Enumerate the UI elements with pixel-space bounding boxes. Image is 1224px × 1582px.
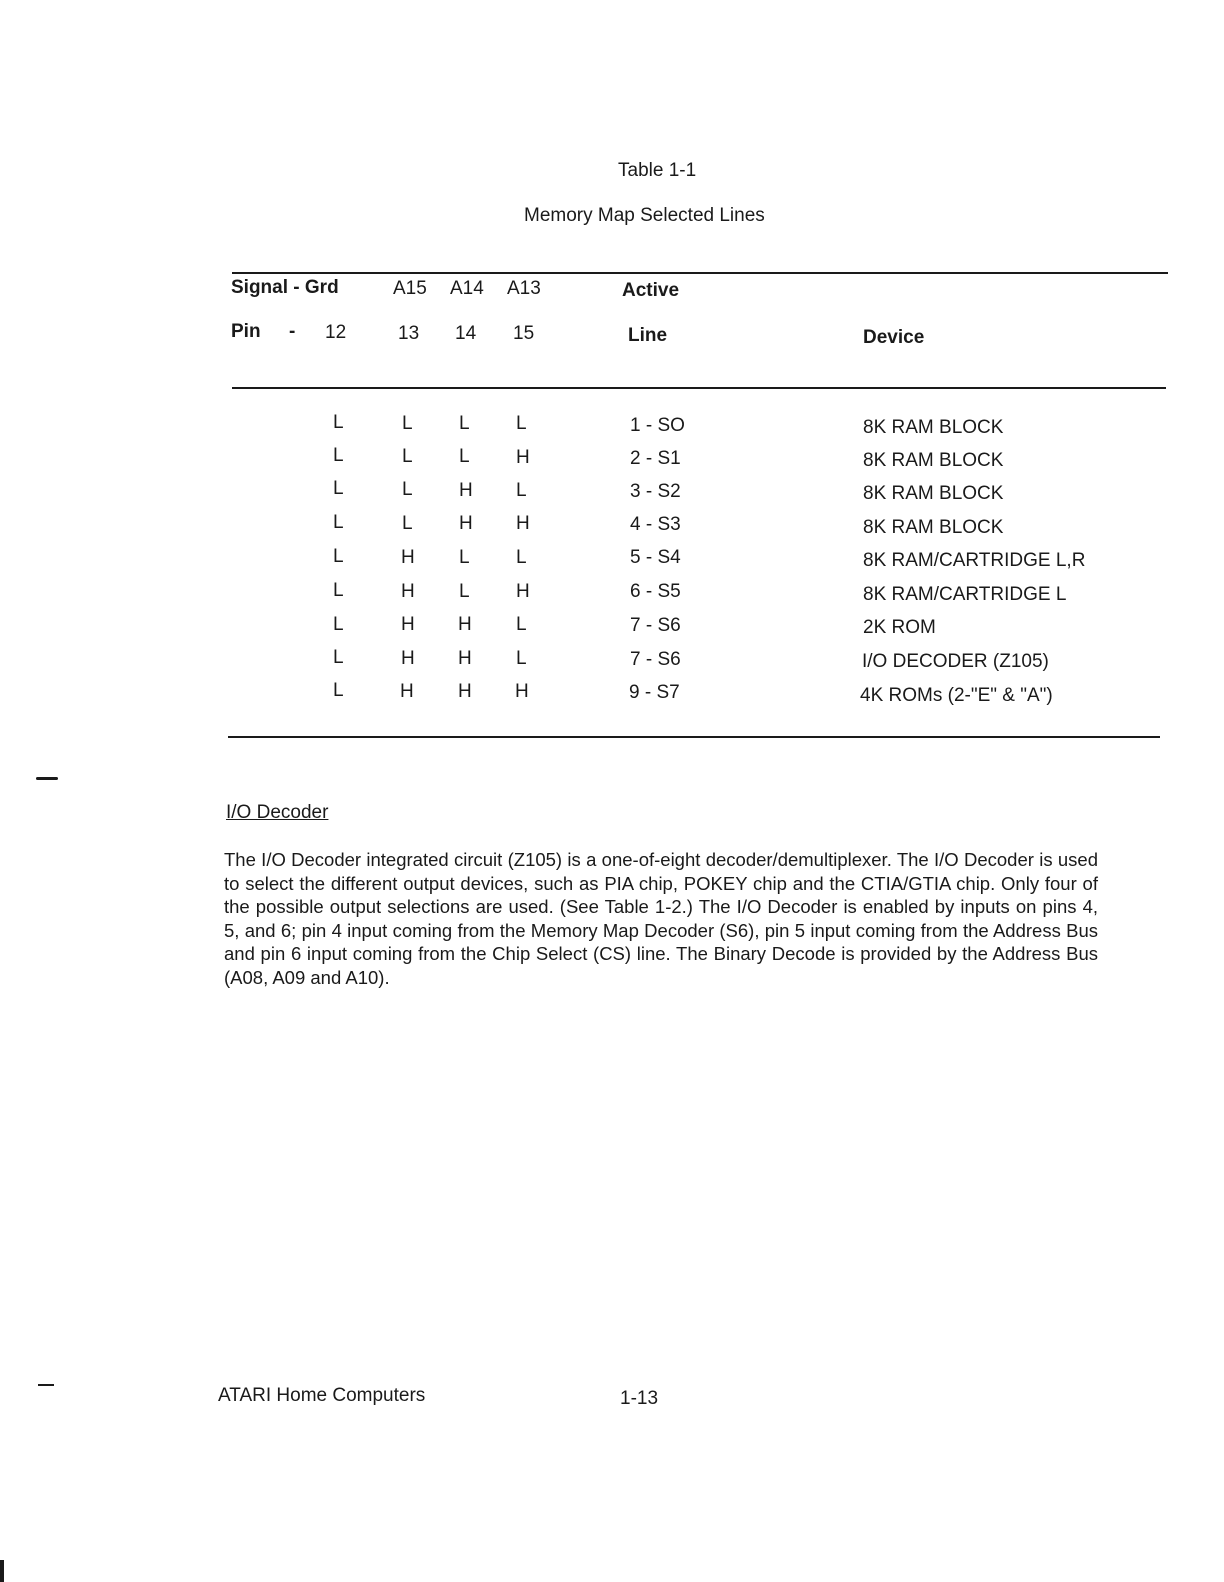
cell-a14: L	[459, 413, 470, 434]
header-line: Line	[628, 325, 668, 346]
scan-mark	[0, 1560, 4, 1582]
table-title: Table 1-1	[618, 160, 697, 181]
cell-device: 8K RAM/CARTRIDGE L	[863, 584, 1067, 605]
cell-line: 1 - SO	[630, 415, 685, 436]
header-a13: A13	[507, 278, 541, 299]
cell-grd: L	[333, 614, 344, 635]
table-subtitle: Memory Map Selected Lines	[524, 205, 765, 226]
cell-device: 8K RAM BLOCK	[863, 517, 1004, 538]
cell-device: 8K RAM BLOCK	[863, 450, 1004, 471]
cell-a13: H	[516, 447, 530, 468]
cell-line: 4 - S3	[630, 514, 681, 535]
cell-a14: L	[459, 581, 470, 602]
cell-grd: L	[333, 580, 344, 601]
cell-a15: H	[401, 547, 415, 568]
cell-device: 4K ROMs (2-"E" & "A")	[860, 685, 1053, 706]
section-body: The I/O Decoder integrated circuit (Z105) is a one-of-eight decoder/demultiplexer. The I/O Decoder is used to select the different output devices, such as PIA chip, POKEY chip and the CTIA/GTIA chip. Only four of the possible output selections are used. (See Table 1-2.) The I/O Decoder is enabled by inputs on pins 4, 5, and 6; pin 4 input coming from the Memory Map Decoder (S6), pin 5 input coming from the Address Bus and pin 6 input coming from the Chip Select (CS) line. The Binary Decode is provided by the Address Bus (A08, A09 and A10).	[224, 849, 1098, 988]
cell-a14: L	[459, 547, 470, 568]
header-a14-pin: 14	[455, 323, 477, 344]
header-a14: A14	[450, 278, 484, 299]
cell-device: 8K RAM/CARTRIDGE L,R	[863, 550, 1086, 571]
cell-grd: L	[333, 412, 344, 433]
cell-line: 6 - S5	[630, 581, 681, 602]
header-pin: Pin	[231, 321, 261, 342]
cell-a13: H	[516, 581, 530, 602]
cell-a14: H	[459, 513, 473, 534]
cell-grd: L	[333, 680, 344, 701]
cell-a15: H	[401, 614, 415, 635]
cell-line: 2 - S1	[630, 448, 681, 469]
cell-a15: H	[401, 581, 415, 602]
page-number: 1-13	[620, 1388, 659, 1409]
cell-a14: L	[459, 446, 470, 467]
cell-a15: L	[402, 413, 413, 434]
cell-a13: H	[515, 681, 529, 702]
cell-a15: L	[402, 479, 413, 500]
cell-a13: L	[516, 547, 527, 568]
cell-grd: L	[333, 512, 344, 533]
header-active: Active	[622, 280, 680, 301]
header-a15: A15	[393, 278, 427, 299]
section-heading: I/O Decoder	[226, 802, 329, 823]
cell-a13: L	[516, 614, 527, 635]
cell-a13: H	[516, 513, 530, 534]
table-top-rule	[232, 272, 1168, 274]
cell-a13: L	[516, 413, 527, 434]
cell-grd: L	[333, 647, 344, 668]
cell-a14: H	[458, 681, 472, 702]
cell-a15: H	[400, 681, 414, 702]
header-signal-grd: Signal - Grd	[231, 277, 339, 298]
scan-mark	[36, 777, 58, 780]
cell-device: 2K ROM	[863, 617, 936, 638]
cell-a13: L	[516, 480, 527, 501]
header-device: Device	[863, 327, 925, 348]
cell-grd: L	[333, 478, 344, 499]
cell-line: 7 - S6	[630, 649, 681, 670]
table-header-rule	[232, 387, 1166, 389]
cell-device: 8K RAM BLOCK	[863, 417, 1004, 438]
cell-line: 7 - S6	[630, 615, 681, 636]
header-grd-pin: 12	[325, 322, 347, 343]
cell-grd: L	[333, 445, 344, 466]
cell-line: 9 - S7	[629, 682, 680, 703]
cell-grd: L	[333, 546, 344, 567]
cell-device: I/O DECODER (Z105)	[862, 651, 1049, 672]
cell-line: 3 - S2	[630, 481, 681, 502]
cell-a15: H	[401, 648, 415, 669]
cell-a15: L	[402, 446, 413, 467]
scan-mark	[38, 1384, 54, 1386]
cell-a14: H	[458, 614, 472, 635]
cell-line: 5 - S4	[630, 547, 681, 568]
header-a15-pin: 13	[398, 323, 420, 344]
cell-device: 8K RAM BLOCK	[863, 483, 1004, 504]
cell-a15: L	[402, 513, 413, 534]
table-bottom-rule	[228, 736, 1160, 738]
cell-a14: H	[459, 480, 473, 501]
cell-a14: H	[458, 648, 472, 669]
header-a13-pin: 15	[513, 323, 535, 344]
header-pin-dash: -	[289, 321, 296, 342]
footer-title: ATARI Home Computers	[218, 1385, 426, 1406]
cell-a13: L	[516, 648, 527, 669]
